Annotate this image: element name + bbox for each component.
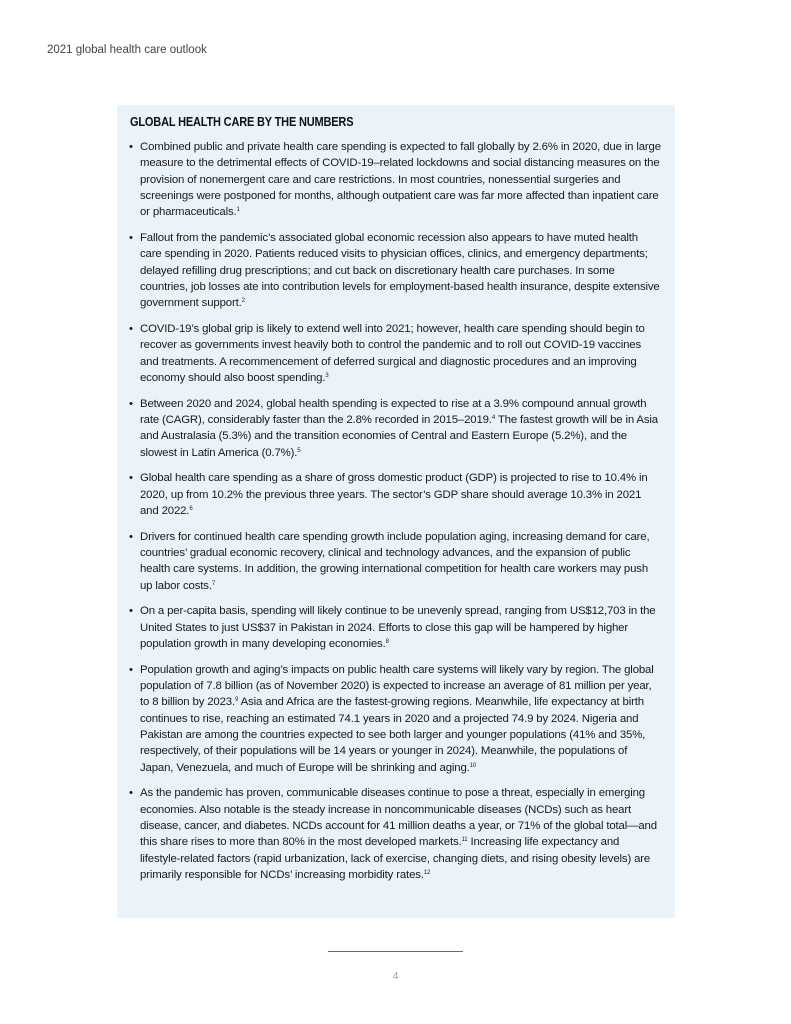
bullet-dot: • bbox=[129, 231, 133, 244]
bullet-item bbox=[130, 785, 662, 883]
bullet-text: COVID-19’s global grip is likely to extend well into 2021; however, health care spending should begin to recover as governments invest heavily both to control the pandemic and to roll out COVID-19 vaccines and treatments. A recommencement of deferred surgical and diagnostic procedures and an improving economy should also boost spending. bbox=[140, 322, 645, 384]
bullet-dot: • bbox=[129, 530, 133, 543]
bullet-text: Increasing life expectancy and lifestyle-related factors (rapid urbanization, lack of exercise, changing diets, and rising obesity levels) are primarily responsible for NCDs’ increasing morbidity rates. bbox=[140, 836, 651, 881]
footnote-ref: 3 bbox=[325, 372, 329, 379]
bullet-text: Drivers for continued health care spending growth include population aging, increasing demand for care, countries’ gradual economic recovery, clinical and technology advances, and the expansion of public health care systems. In addition, the growing international competition for health care workers may push up labor costs. bbox=[140, 530, 650, 592]
footnote-ref: 9 bbox=[235, 697, 239, 704]
footnote-ref: 4 bbox=[491, 414, 496, 421]
bullet-item bbox=[130, 529, 662, 594]
bullet-dot: • bbox=[129, 141, 133, 153]
bullet-item bbox=[130, 603, 662, 652]
bullet-dot: • bbox=[129, 663, 133, 676]
panel-title: GLOBAL HEALTH CARE BY THE NUMBERS bbox=[130, 115, 354, 129]
bullet-item bbox=[130, 470, 662, 519]
bullet-text: Combined public and private health care spending is expected to fall globally by 2.6% in 2020, due in large measure to the detrimental effects of COVID-19–related lockdowns and social distancing measures on the provision of nonemergent care and care restrictions. In most countries, nonessential surgeries and screenings were postponed for months, although outpatient care was far more affected than inpatient care or pharmaceuticals. bbox=[140, 141, 661, 219]
bullet-dot: • bbox=[129, 397, 133, 410]
running-header: 2021 global health care outlook bbox=[47, 44, 207, 56]
footnote-ref: 6 bbox=[189, 505, 193, 512]
bullet-text: As the pandemic has proven, communicable diseases continue to pose a threat, especially in emerging economies. Also notable is the steady increase in noncommunicable diseases (NCDs) such as heart disease, cancer, and diabetes. NCDs account for 41 million deaths a year, or 71% of the global total—and this share rises to more than 80% in the most developed markets. bbox=[140, 787, 657, 849]
bullet-text: Fallout from the pandemic’s associated global economic recession also appears to have muted health care spending in 2020. Patients reduced visits to physician offices, clinics, and emergency departments; delayed refilling drug prescriptions; and cut back on discretionary health care purchases. In some countries, job losses ate into contribution levels for employment-based health insurance, despite extensive government support. bbox=[140, 231, 660, 310]
bullet-text: The fastest growth will be in Asia and Australasia (5.3%) and the transition economies of Central and Eastern Europe (5.2%), and the slowest in Latin America (0.7%). bbox=[140, 413, 658, 459]
bullet-dot: • bbox=[129, 605, 133, 618]
bullet-text: Global health care spending as a share of gross domestic product (GDP) is projected to rise to 10.4% in 2020, up from 10.2% the previous three years. The sector’s GDP share should average 10.3% in 2021 and 2022. bbox=[140, 472, 648, 517]
bullet-text: Population growth and aging’s impacts on public health care systems will likely vary by region. The global population of 7.8 billion (as of November 2020) is expected to increase an average of 81 million per year, to 8 billion by 2023. bbox=[140, 663, 654, 709]
bullet-text: Asia and Africa are the fastest-growing regions. Meanwhile, life expectancy at birth continues to rise, reaching an estimated 74.1 years in 2020 and a projected 74.9 by 2024. Nigeria and Pakistan are among the countries expected to see both larger and younger populations (41% and 35%, respectively, of their populations will be 14 years or younger in 2024). Meanwhile, the populations of Japan, Venezuela, and much of Europe will be shrinking and aging. bbox=[140, 696, 646, 774]
page-number: 4 bbox=[392, 970, 399, 982]
bullet-list bbox=[130, 139, 662, 883]
bullet-dot: • bbox=[129, 787, 133, 800]
bullet-item bbox=[130, 139, 662, 220]
footnote-ref: 11 bbox=[461, 837, 468, 844]
footnote-ref: 5 bbox=[297, 447, 301, 454]
footnote-ref: 2 bbox=[241, 298, 245, 305]
footnote-ref: 8 bbox=[385, 639, 389, 646]
footnote-ref: 12 bbox=[423, 869, 431, 876]
bullet-dot: • bbox=[129, 472, 133, 485]
bullet-item bbox=[130, 230, 662, 311]
bullet-text: On a per-capita basis, spending will likely continue to be unevenly spread, ranging from US$12,703 in the United States to just US$37 in Pakistan in 2024. Efforts to close this gap will be hampered by higher population growth in many developing economies. bbox=[140, 605, 656, 651]
bullet-dot: • bbox=[129, 322, 133, 335]
bullet-item bbox=[130, 396, 662, 461]
footnote-ref: 10 bbox=[469, 762, 477, 769]
footnote-ref: 7 bbox=[211, 580, 216, 587]
bullet-item bbox=[130, 662, 662, 776]
footer-divider bbox=[328, 951, 463, 952]
numbers-sidebar-panel bbox=[117, 105, 675, 918]
bullet-item bbox=[130, 321, 662, 386]
footnote-ref: 1 bbox=[236, 207, 240, 214]
bullet-text: Between 2020 and 2024, global health spending is expected to rise at a 3.9% compound annual growth rate (CAGR), considerably faster than the 2.8% recorded in 2015–2019. bbox=[140, 397, 647, 426]
